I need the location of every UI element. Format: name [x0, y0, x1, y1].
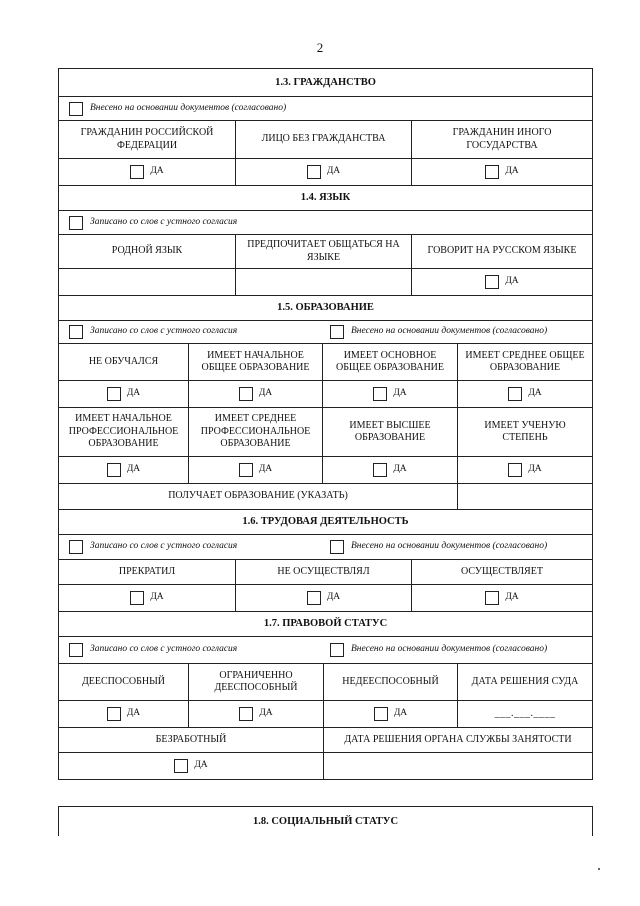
- legal-note-row: [59, 636, 592, 663]
- yes-checkbox[interactable]: ДА: [307, 165, 340, 179]
- education-row1-yes: [59, 380, 592, 407]
- edu-option: ИМЕЕТ СРЕДНЕЕ ПРОФЕССИОНАЛЬНОЕ ОБРАЗОВАНИЕ: [188, 408, 322, 456]
- education-note-row: [59, 320, 592, 343]
- yes-checkbox[interactable]: ДА: [485, 275, 518, 289]
- receiving-education-label: ПОЛУЧАЕТ ОБРАЗОВАНИЕ (УКАЗАТЬ): [168, 490, 348, 502]
- legal-oral-note[interactable]: Записано со слов с устного согласия: [63, 643, 324, 657]
- unemployment-yes-row: [59, 752, 592, 779]
- employment-options-row: [59, 559, 592, 584]
- yes-checkbox[interactable]: ДА: [130, 591, 163, 605]
- edu-option: ИМЕЕТ ОСНОВНОЕ ОБЩЕЕ ОБРАЗОВАНИЕ: [322, 344, 457, 380]
- citizenship-option-stateless: ЛИЦО БЕЗ ГРАЖДАНСТВА: [235, 121, 411, 158]
- citizenship-option-russian: ГРАЖДАНИН РОССИЙСКОЙ ФЕДЕРАЦИИ: [80, 127, 214, 151]
- education-row1: [59, 343, 592, 380]
- employment-yes-row: [59, 584, 592, 611]
- section-title: 1.3. ГРАЖДАНСТВО: [275, 76, 376, 88]
- yes-checkbox[interactable]: ДА: [508, 463, 541, 477]
- legal-capable: ДЕЕСПОСОБНЫЙ: [81, 675, 166, 687]
- employment-service-date-value[interactable]: [323, 753, 592, 779]
- edu-option: ИМЕЕТ НАЧАЛЬНОЕ ПРОФЕССИОНАЛЬНОЕ ОБРАЗОВАНИЕ: [68, 413, 179, 450]
- edu-option: ИМЕЕТ СРЕДНЕЕ ОБЩЕЕ ОБРАЗОВАНИЕ: [457, 344, 592, 380]
- legal-yes-row: [59, 700, 592, 727]
- education-docs-note[interactable]: Внесено на основании документов (согласовано): [324, 325, 547, 339]
- education-oral-note[interactable]: Записано со слов с устного согласия: [63, 325, 324, 339]
- language-headers-row: [59, 234, 592, 268]
- section-title: 1.4. ЯЗЫК: [300, 192, 351, 204]
- education-row2: [59, 407, 592, 456]
- edu-option: ИМЕЕТ УЧЕНУЮ СТЕПЕНЬ: [457, 408, 592, 456]
- citizenship-yes-row: [59, 158, 592, 185]
- section-title: 1.6. ТРУДОВАЯ ДЕЯТЕЛЬНОСТЬ: [242, 516, 409, 528]
- legal-limited: ОГРАНИЧЕННО ДЕЕСПОСОБНЫЙ: [188, 664, 323, 700]
- education-receiving-row: [59, 483, 592, 509]
- section-title: 1.5. ОБРАЗОВАНИЕ: [277, 302, 374, 314]
- yes-checkbox[interactable]: ДА: [485, 591, 518, 605]
- citizenship-options-row: [59, 120, 592, 158]
- unemployed-label: БЕЗРАБОТНЫЙ: [155, 733, 227, 745]
- employment-note-row: [59, 534, 592, 559]
- edu-option: НЕ ОБУЧАЛСЯ: [88, 355, 159, 367]
- yes-checkbox[interactable]: ДА: [373, 463, 406, 477]
- section-education-header: [59, 295, 592, 320]
- page-number: 2: [316, 40, 324, 55]
- yes-checkbox[interactable]: ДА: [107, 707, 140, 721]
- section-social-header: [58, 806, 593, 836]
- employment-docs-note[interactable]: Внесено на основании документов (согласовано): [324, 540, 547, 554]
- section-title: 1.8. СОЦИАЛЬНЫЙ СТАТУС: [252, 816, 399, 827]
- yes-checkbox[interactable]: ДА: [239, 463, 272, 477]
- yes-checkbox[interactable]: ДА: [107, 387, 140, 401]
- receiving-education-value[interactable]: [457, 484, 592, 509]
- employment-current: ОСУЩЕСТВЛЯЕТ: [411, 560, 592, 584]
- section-legal-header: [59, 611, 592, 636]
- citizenship-note-row: [59, 96, 592, 120]
- yes-checkbox[interactable]: ДА: [508, 387, 541, 401]
- employment-oral-note[interactable]: Записано со слов с устного согласия: [63, 540, 324, 554]
- language-values-row: [59, 268, 592, 295]
- legal-docs-note[interactable]: Внесено на основании документов (согласовано): [324, 643, 547, 657]
- form-table: [58, 68, 593, 780]
- section-language-header: [59, 185, 592, 210]
- language-oral-note[interactable]: Записано со слов с устного согласия: [63, 216, 237, 230]
- citizenship-docs-note[interactable]: Внесено на основании документов (согласовано): [63, 102, 286, 116]
- section-citizenship-header: [59, 69, 592, 96]
- legal-incapable: НЕДЕЕСПОСОБНЫЙ: [323, 664, 457, 700]
- employment-service-date-label: ДАТА РЕШЕНИЯ ОРГАНА СЛУЖБЫ ЗАНЯТОСТИ: [323, 728, 592, 752]
- court-decision-date-field[interactable]: ___.___.____: [494, 707, 556, 719]
- yes-checkbox[interactable]: ДА: [174, 759, 207, 773]
- employment-stopped: ПРЕКРАТИЛ: [118, 565, 176, 577]
- yes-checkbox[interactable]: ДА: [307, 591, 340, 605]
- legal-options-row: [59, 663, 592, 700]
- preferred-language-header: ПРЕДПОЧИТАЕТ ОБЩАТЬСЯ НА ЯЗЫКЕ: [235, 235, 411, 268]
- section-title: 1.7. ПРАВОВОЙ СТАТУС: [263, 618, 388, 630]
- checkbox[interactable]: [69, 216, 83, 230]
- scan-speck: [598, 868, 600, 870]
- citizenship-option-foreign: ГРАЖДАНИН ИНОГО ГОСУДАРСТВА: [411, 121, 592, 158]
- education-row2-yes: [59, 456, 592, 483]
- edu-option: ИМЕЕТ НАЧАЛЬНОЕ ОБЩЕЕ ОБРАЗОВАНИЕ: [188, 344, 322, 380]
- speaks-russian-header: ГОВОРИТ НА РУССКОМ ЯЗЫКЕ: [411, 235, 592, 268]
- yes-checkbox[interactable]: ДА: [374, 707, 407, 721]
- section-employment-header: [59, 509, 592, 534]
- checkbox[interactable]: [69, 102, 83, 116]
- yes-checkbox[interactable]: ДА: [485, 165, 518, 179]
- court-decision-date-label: ДАТА РЕШЕНИЯ СУДА: [457, 664, 592, 700]
- preferred-language-value[interactable]: [235, 269, 411, 295]
- yes-checkbox[interactable]: ДА: [107, 463, 140, 477]
- employment-never: НЕ ОСУЩЕСТВЛЯЛ: [235, 560, 411, 584]
- unemployment-row: [59, 727, 592, 752]
- yes-checkbox[interactable]: ДА: [130, 165, 163, 179]
- yes-checkbox[interactable]: ДА: [373, 387, 406, 401]
- language-note-row: [59, 210, 592, 234]
- native-language-header: РОДНОЙ ЯЗЫК: [111, 245, 183, 257]
- edu-option: ИМЕЕТ ВЫСШЕЕ ОБРАЗОВАНИЕ: [322, 408, 457, 456]
- yes-checkbox[interactable]: ДА: [239, 387, 272, 401]
- native-language-value[interactable]: [59, 269, 235, 295]
- yes-checkbox[interactable]: ДА: [239, 707, 272, 721]
